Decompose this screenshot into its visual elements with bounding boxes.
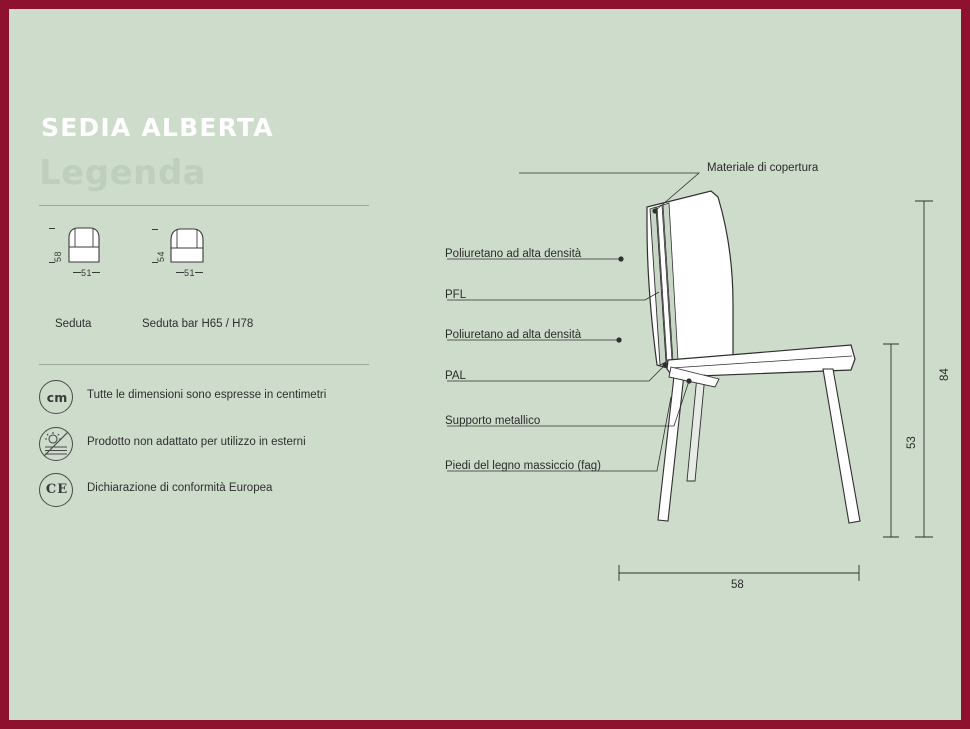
callout-pal: PAL — [445, 370, 466, 382]
thumb-width-seduta: 51 — [81, 268, 93, 278]
tick-bottom — [49, 262, 55, 263]
cm-icon-text: cm — [46, 390, 68, 405]
note-row-ce — [39, 473, 369, 507]
note-row-cm — [39, 380, 369, 414]
note-text-outdoor: Prodotto non adattato per utilizzo in esterni — [87, 436, 306, 448]
tick-bottom-bar — [152, 262, 158, 263]
dimension-depth: 58 — [731, 579, 744, 591]
ce-icon-text: CE — [45, 482, 69, 497]
no-outdoor-sun-icon — [39, 427, 73, 461]
dimension-total-height: 84 — [939, 368, 951, 381]
thumb-height-seduta-bar: 54 — [156, 250, 166, 262]
thumb-label-seduta: Seduta — [55, 318, 92, 330]
thumb-label-seduta-bar: Seduta bar H65 / H78 — [142, 318, 254, 330]
callout-poliuretano-2: Poliuretano ad alta densità — [445, 329, 582, 341]
page-title: SEDIA ALBERTA — [41, 113, 274, 142]
thumb-width-seduta-wrap — [73, 268, 100, 278]
thumb-width-seduta-bar: 51 — [184, 268, 196, 278]
note-text-cm: Tutte le dimensioni sono espresse in centimetri — [87, 389, 327, 401]
callout-pfl: PFL — [445, 289, 467, 301]
divider-bottom — [39, 364, 369, 365]
tick-top — [49, 228, 55, 229]
thumb-height-seduta: 58 — [53, 250, 63, 262]
thumbnail-seduta — [53, 224, 105, 330]
note-row-outdoor — [39, 427, 369, 461]
divider-top — [39, 205, 369, 206]
chair-drawing-svg — [419, 129, 959, 609]
callout-piedi-legno: Piedi del legno massiccio (fag) — [445, 460, 601, 472]
callout-supporto-metallico: Supporto metallico — [445, 415, 541, 427]
legend-sheet — [9, 9, 961, 720]
thumb-width-seduta-bar-wrap — [176, 268, 203, 278]
cm-icon — [39, 380, 73, 414]
legend-heading: Legenda — [39, 153, 207, 193]
dimension-seat-height: 53 — [906, 436, 918, 449]
note-text-ce: Dichiarazione di conformità Europea — [87, 482, 273, 494]
chair-bar-thumb-icon — [164, 224, 208, 268]
ce-icon — [39, 473, 73, 507]
thumbnail-seduta-bar — [142, 224, 254, 330]
callout-materiale-di-copertura: Materiale di copertura — [707, 162, 819, 174]
chair-thumb-icon — [61, 224, 105, 268]
callout-poliuretano-1: Poliuretano ad alta densità — [445, 248, 582, 260]
chair-technical-drawing — [419, 129, 959, 609]
tick-top-bar — [152, 229, 158, 230]
